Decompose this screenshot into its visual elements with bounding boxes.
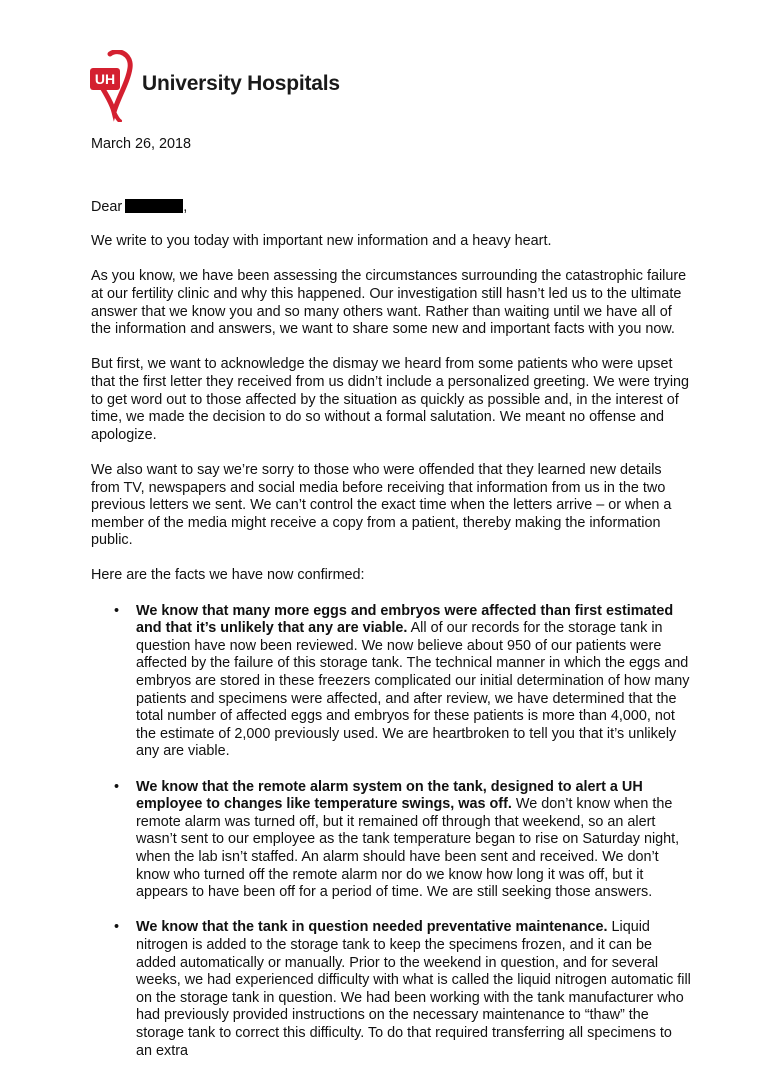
bullet-icon: • <box>114 602 120 619</box>
fact-text: We don’t know when the remote alarm was turned off, but it remained off through that weekend, so an alert wasn’t sent to our employee as the tank temperature began to rise on Saturday night, when the lab isn’t staffed. An alarm should have been sent and received. We don’t know who turned off the remote alarm nor do we know how long it was off, but it appears to have been off for a period of time. We are still seeking those answers. <box>136 796 680 901</box>
bullet-icon: • <box>114 778 120 795</box>
salutation-suffix: , <box>183 198 188 215</box>
paragraph-media-apology: We also want to say we’re sorry to those who were offended that they learned new details from TV, newspapers and social media before receiving that information from us in the two previous letters we sent. We can’t control the exact time when the letters arrive – or when a member of the media might receive a copy from a patient, thereby making the information public. <box>91 461 672 549</box>
fact-text: All of our records for the storage tank in question have now been reviewed. We now believe about 950 of our patients were affected by the failure of this storage tank. The technical manner in which the eggs and embryos are stored in these freezers complicated our initial determination of how many patients and specimens were affected, and after review, we have determined that the total number of affected eggs and embryos for these patients is more than 4,000, not the estimate of 2,000 previously used. We are heartbroken to tell you that it’s unlikely any are viable. <box>136 620 690 760</box>
letter-body <box>91 136 691 1078</box>
facts-list <box>91 603 691 1060</box>
fact-item-maintenance <box>114 919 691 1060</box>
org-name: University Hospitals <box>142 72 340 95</box>
letter-date: March 26, 2018 <box>91 136 191 152</box>
salutation <box>91 199 691 217</box>
salutation-prefix: Dear <box>91 198 123 215</box>
paragraph-investigation: As you know, we have been assessing the circumstances surrounding the catastrophic failure at our fertility clinic and why this happened. Our investigation still hasn’t led us to the ultimate answer that we know you and so many others want. Rather than waiting until we have all of the information and answers, we want to share some new and important facts with you now. <box>91 268 687 338</box>
bullet-icon: • <box>114 919 120 936</box>
fact-heading: We know that the tank in question needed preventative maintenance. <box>136 919 608 936</box>
paragraph-facts-intro: Here are the facts we have now confirmed: <box>91 567 365 584</box>
paragraph-intro: We write to you today with important new information and a heavy heart. <box>91 233 552 250</box>
logo-initials: UH <box>94 71 116 87</box>
paragraph-greeting-apology: But first, we want to acknowledge the dismay we heard from some patients who were upset that the first letter they received from us didn’t include a personalized greeting. We were trying to get word out to those affected by the situation as quickly as possible and, in the interest of time, we made the decision to do so without a formal salutation. We meant no offense and apologize. <box>91 356 690 443</box>
letterhead-logo <box>88 50 340 122</box>
fact-heading: We know that the remote alarm system on the tank, designed to alert a UH employee to changes like temperature swings, was off. <box>136 778 643 813</box>
redacted-name-block <box>125 199 183 213</box>
uh-logo-mark-icon <box>88 50 138 122</box>
fact-text: Liquid nitrogen is added to the storage tank to keep the specimens frozen, and it can be added automatically or manually. Prior to the weekend in question, and for several weeks, we had experienced difficulty with what is called the liquid nitrogen automatic fill on the storage tank in question. We had been working with the tank manufacturer who had previously provided instructions on the necessary maintenance to “thaw” the storage tank to correct this difficulty. To do that required transferring all specimens to an extra <box>136 919 691 1059</box>
fact-item-eggs-embryos <box>114 602 691 761</box>
fact-item-remote-alarm <box>114 778 691 902</box>
fact-heading: We know that many more eggs and embryos were affected than first estimated and that it’s unlikely that any are viable. <box>136 602 674 637</box>
